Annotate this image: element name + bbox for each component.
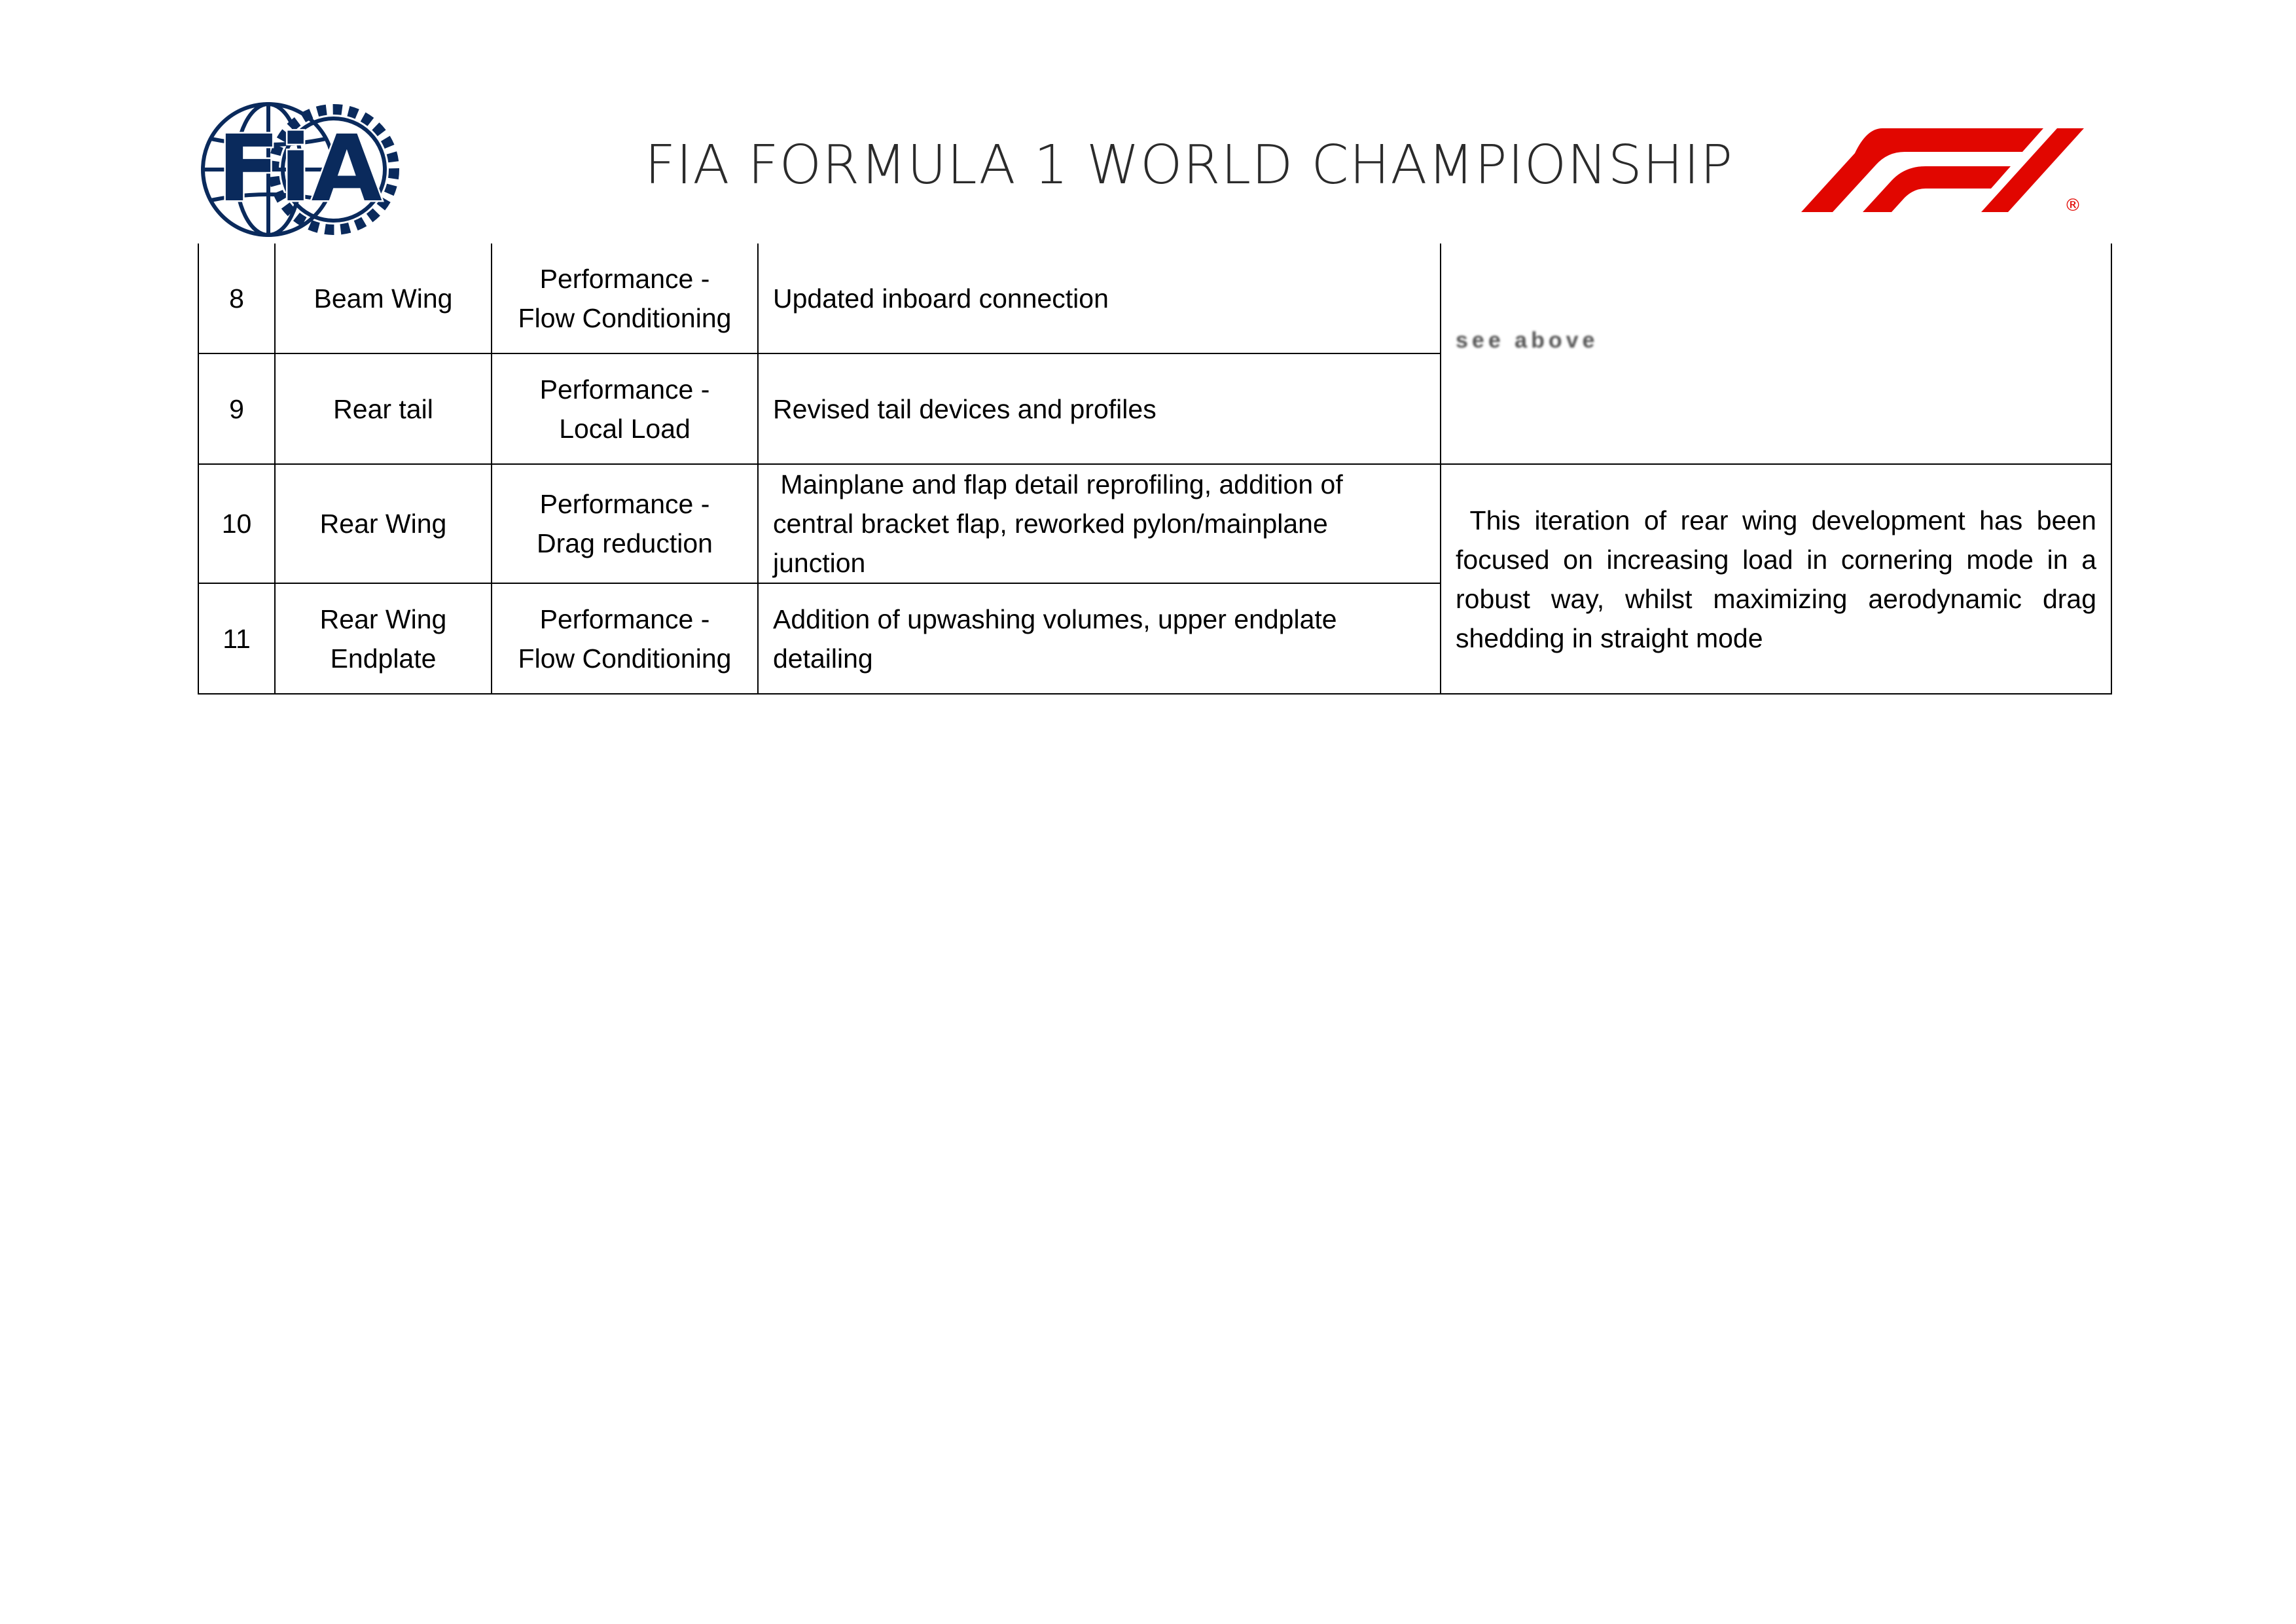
component-line: Endplate	[330, 643, 437, 674]
component-cell: Rear tail	[275, 353, 492, 464]
row-number: 10	[198, 464, 275, 583]
component-line: Rear Wing	[319, 604, 447, 634]
fia-logo-text: FiA	[217, 116, 382, 223]
notes-text: see above	[1456, 328, 1599, 353]
description-cell: Mainplane and flap detail reprofiling, addition of central bracket flap, reworked pylon/mainplane junction	[758, 464, 1441, 583]
description-cell: Revised tail devices and profiles	[758, 353, 1441, 464]
category-cell	[492, 583, 758, 694]
category-line: Drag reduction	[537, 528, 713, 558]
description-cell: Addition of upwashing volumes, upper endplate detailing	[758, 583, 1441, 694]
component-cell: Beam Wing	[275, 244, 492, 353]
row-number: 8	[198, 244, 275, 353]
description-cell: Updated inboard connection	[758, 244, 1441, 353]
updates-table	[198, 244, 2112, 695]
category-line: Local Load	[559, 413, 691, 444]
category-cell	[492, 244, 758, 353]
notes-text: This iteration of rear wing development has been focused on increasing load in cornering mode in a robust way, whilst maximizing aerodynamic drag shedding in straight mode	[1456, 505, 2104, 653]
row-number: 11	[198, 583, 275, 694]
category-line: Performance -	[539, 263, 710, 294]
component-cell	[275, 583, 492, 694]
notes-cell	[1441, 244, 2111, 464]
category-line: Performance -	[539, 604, 710, 634]
category-cell	[492, 353, 758, 464]
category-line: Performance -	[539, 489, 710, 519]
category-line: Flow Conditioning	[518, 302, 732, 333]
component-cell: Rear Wing	[275, 464, 492, 583]
page-title: FIA FORMULA 1 WORLD CHAMPIONSHIP	[645, 134, 1734, 196]
table-row	[198, 244, 2111, 353]
category-line: Performance -	[539, 374, 710, 405]
category-cell	[492, 464, 758, 583]
registered-mark: ®	[2064, 196, 2081, 212]
category-line: Flow Conditioning	[518, 643, 732, 674]
notes-cell	[1441, 464, 2111, 694]
row-number: 9	[198, 353, 275, 464]
table-row	[198, 464, 2111, 583]
fia-logo	[195, 96, 408, 246]
f1-logo	[1799, 128, 2113, 212]
